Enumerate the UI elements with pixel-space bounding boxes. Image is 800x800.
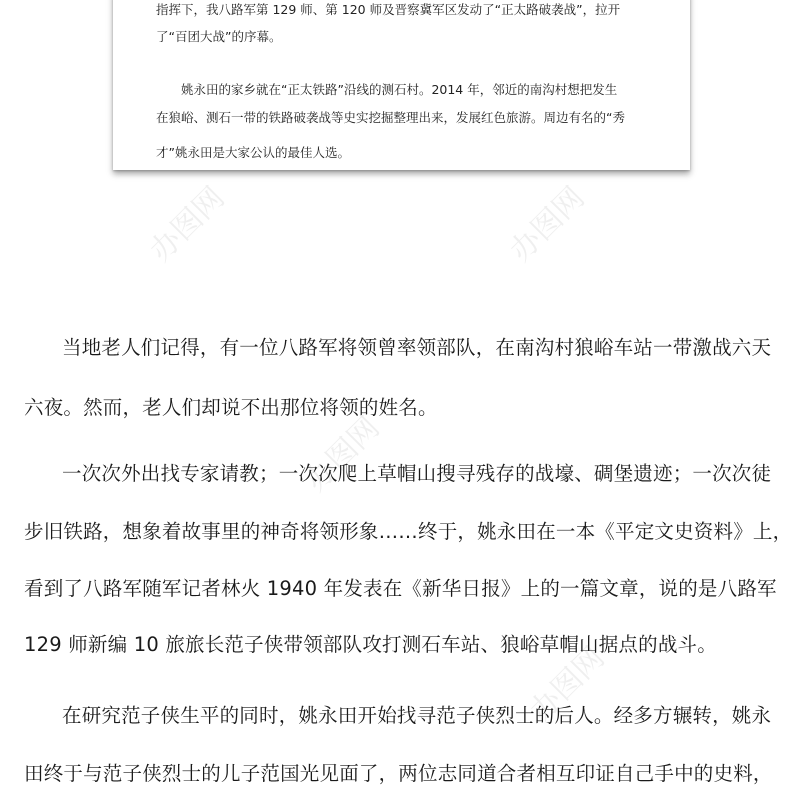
paragraph-line: 田终于与范子侠烈士的儿子范国光见面了，两位志同道合者相互印证自己手中的史料， <box>24 762 773 785</box>
watermark: 办图网 <box>523 640 612 729</box>
paragraph-line: 129 师新编 10 旅旅长范子侠带领部队攻打测石车站、狼峪草帽山据点的战斗。 <box>24 633 717 656</box>
card-line: 姚永田的家乡就在“正太铁路”沿线的测石村。2014 年，邻近的南沟村想把发生 <box>181 82 618 97</box>
card-line: 了“百团大战”的序幕。 <box>156 29 282 44</box>
watermark: 办图网 <box>298 410 387 499</box>
paragraph-line: 六夜。然而，老人们却说不出那位将领的姓名。 <box>24 396 438 419</box>
watermark: 办图网 <box>503 180 592 269</box>
paragraph-line: 一次次外出找专家请教；一次次爬上草帽山搜寻残存的战壕、碉堡遗迹；一次次徒 <box>62 462 772 485</box>
card-line: 指挥下，我八路军第 129 师、第 120 师及晋察冀军区发动了“正太路破袭战”，拉开 <box>156 2 621 17</box>
paragraph-line: 在研究范子侠生平的同时，姚永田开始找寻范子侠烈士的后人。经多方辗转，姚永 <box>62 704 772 727</box>
paragraph-line: 当地老人们记得，有一位八路军将领曾率领部队，在南沟村狼峪车站一带激战六天 <box>62 336 772 359</box>
watermark: 办图网 <box>143 180 232 269</box>
card-line: 在狼峪、测石一带的铁路破袭战等史实挖掘整理出来，发展红色旅游。周边有名的“秀 <box>156 110 625 125</box>
paragraph-line: 步旧铁路，想象着故事里的神奇将领形象……终于，姚永田在一本《平定文史资料》上， <box>24 520 793 543</box>
quoted-document-card <box>113 0 690 170</box>
paragraph-line: 看到了八路军随军记者林火 1940 年发表在《新华日报》上的一篇文章，说的是八路军 <box>24 577 777 600</box>
card-line: 才”姚永田是大家公认的最佳人选。 <box>156 145 350 160</box>
